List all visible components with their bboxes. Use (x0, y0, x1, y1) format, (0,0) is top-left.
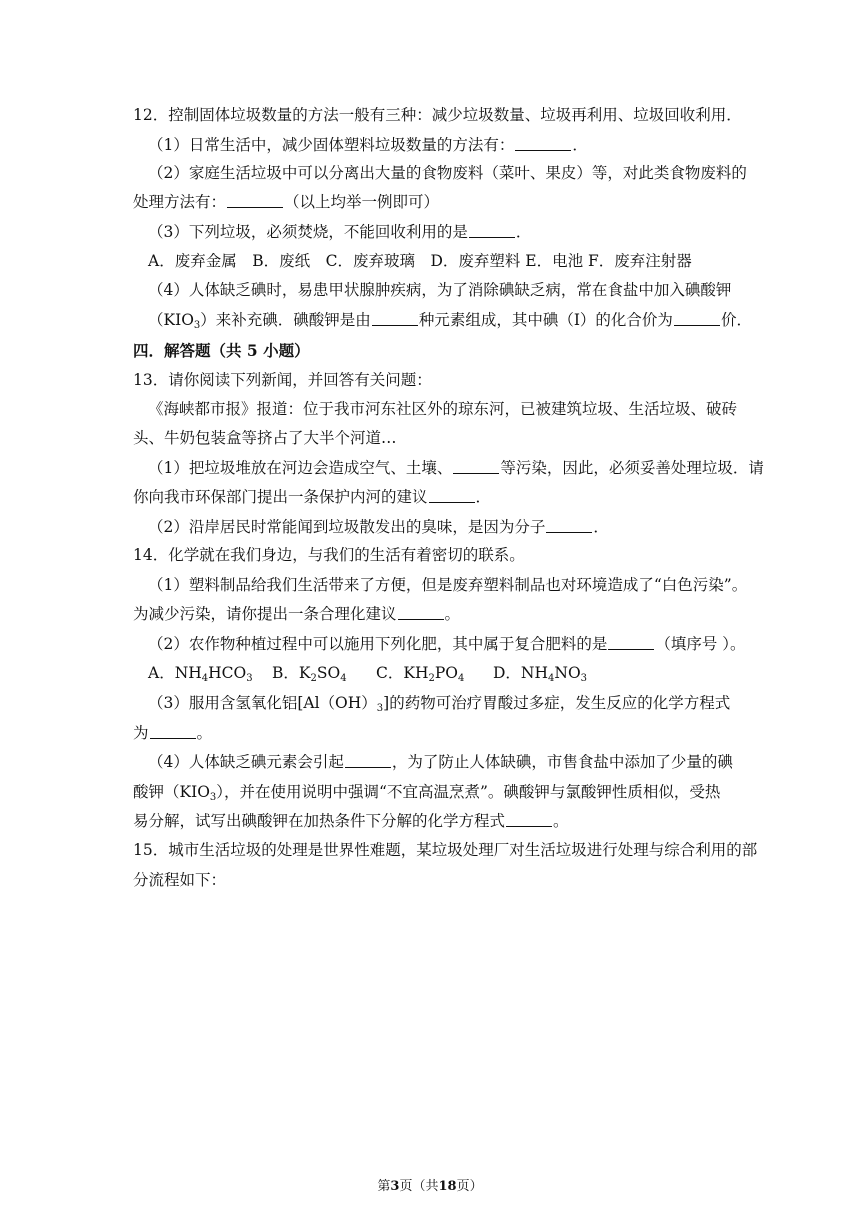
answer-blank[interactable] (515, 149, 571, 151)
answer-blank[interactable] (429, 501, 475, 503)
q12-options: A．废弃金属 B．废纸 C．废弃玻璃 D．废弃塑料 E．电池 F．废弃注射器 (148, 252, 692, 270)
answer-blank[interactable] (372, 324, 418, 326)
q14-part1-line1: （1）塑料制品给我们生活带来了方便，但是废弃塑料制品也对环境造成了“白色污染”。 (148, 576, 748, 594)
answer-blank[interactable] (398, 618, 444, 620)
q14-part2: （2）农作物种植过程中可以施用下列化肥，其中属于复合肥料的是 （填序号 ）。 (148, 635, 746, 653)
q13-news-line2: 头、牛奶包装盒等挤占了大半个河道… (133, 429, 397, 447)
q14-option-a: A．$NH_4HCO_3$ (148, 664, 253, 684)
q14-part4-line1: （4）人体缺乏碘元素会引起 ，为了防止人体缺碘，市售食盐中添加了少量的碘 (148, 753, 733, 771)
q12-part2-line2: 处理方法有： （以上均举一例即可） (133, 193, 440, 211)
answer-blank[interactable] (150, 737, 196, 739)
answer-blank[interactable] (469, 236, 515, 238)
section-heading: 四．解答题（共 5 小题） (133, 341, 310, 360)
q13-part1-line2: 你向我市环保部门提出一条保护内河的建议 ． (133, 488, 492, 506)
page-footer: 第3页（共18页） (377, 1179, 483, 1194)
q13-part2: （2）沿岸居民时常能闻到垃圾散发出的臭味，是因为分子 ． (148, 518, 609, 536)
q14-stem: 14．化学就在我们身边，与我们的生活有着密切的联系。 (133, 546, 525, 564)
q14-part3-line1: （3）服用含氢氧化铝$[Al(OH)_3]$的药物可治疗胃酸过多症，发生反应的化学方程式 (148, 694, 731, 714)
q14-part4-line3: 易分解，试写出碘酸钾在加热条件下分解的化学方程式 。 (133, 812, 569, 830)
q14-option-d: D．$NH_4NO_3$ (493, 664, 588, 684)
q12-part2-line1: （2）家庭生活垃圾中可以分离出大量的食物废料（菜叶、果皮）等，对此类食物废料的 (148, 164, 747, 182)
q12-part4-line2: $(KIO_3)$来补充碘．碘酸钾是由 种元素组成，其中碘（I）的化合价为 价． (148, 311, 752, 331)
answer-blank[interactable] (345, 766, 391, 768)
q14-option-c: C．$KH_2PO_4$ (376, 664, 465, 684)
q12-part3: （3）下列垃圾，必须焚烧，不能回收利用的是 ． (148, 223, 532, 241)
page-number: 3 (390, 1179, 400, 1194)
page-total: 18 (438, 1179, 457, 1194)
q15-stem-line1: 15．城市生活垃圾的处理是世界性难题，某垃圾处理厂对生活垃圾进行处理与综合利用的部 (133, 841, 758, 859)
answer-blank[interactable] (227, 206, 283, 208)
q13-stem: 13．请你阅读下列新闻，并回答有关问题： (133, 371, 432, 389)
q12-part4-line1: （4）人体缺乏碘时，易患甲状腺肿疾病，为了消除碘缺乏病，常在食盐中加入碘酸钾 (148, 281, 732, 299)
q12-stem: 12．控制固体垃圾数量的方法一般有三种：减少垃圾数量、垃圾再利用、垃圾回收利用． (133, 106, 742, 124)
answer-blank[interactable] (608, 648, 654, 650)
answer-blank[interactable] (674, 324, 720, 326)
answer-blank[interactable] (506, 825, 552, 827)
q14-part4-line2: 酸钾$(KIO_3)$，并在使用说明中强调“不宜高温烹煮”。碘酸钾与氯酸钾性质相似，受热 (133, 783, 721, 803)
q14-part1-line2: 为减少污染，请你提出一条合理化建议 。 (133, 605, 461, 623)
answer-blank[interactable] (546, 531, 592, 533)
q15-stem-line2: 分流程如下： (133, 871, 227, 889)
q13-news-line1: 《海峡都市报》报道：位于我市河东社区外的琼东河，已被建筑垃圾、生活垃圾、破砖 (148, 400, 738, 418)
q14-option-b: B．$K_2SO_4$ (272, 664, 347, 684)
q13-part1-line1: （1）把垃圾堆放在河边会造成空气、土壤、 等污染，因此，必须妥善处理垃圾．请 (148, 459, 764, 477)
q12-part1: （1）日常生活中，减少固体塑料垃圾数量的方法有： ． (148, 136, 588, 154)
answer-blank[interactable] (453, 472, 499, 474)
q14-part3-line2: 为 。 (133, 724, 213, 742)
